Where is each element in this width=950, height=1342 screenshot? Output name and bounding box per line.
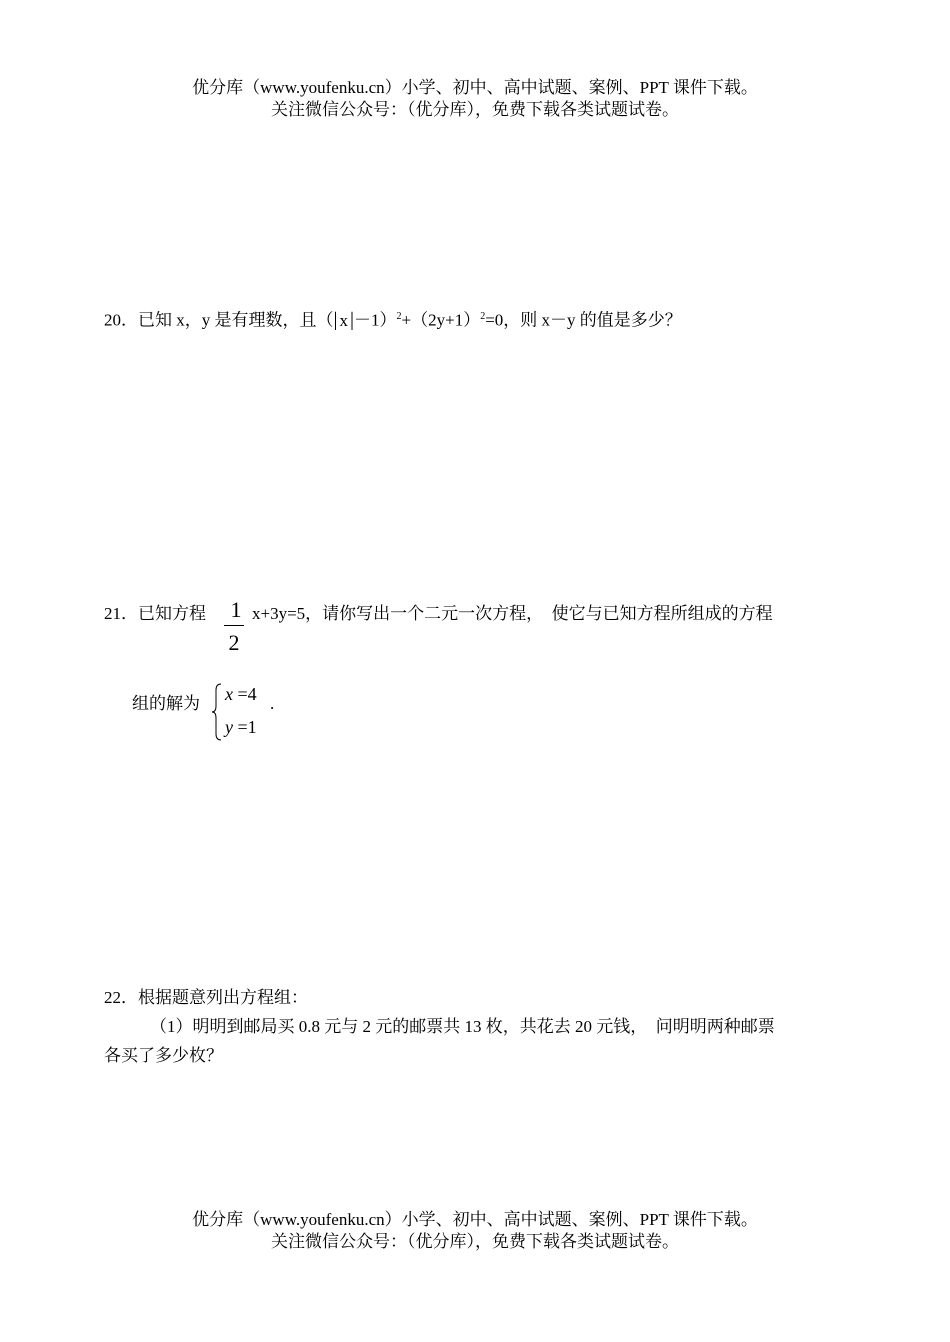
- question-20: [104, 305, 682, 333]
- exponent: 2: [396, 311, 402, 322]
- header-line-1: 优分库（www.youfenku.cn）小学、初中、高中试题、案例、PPT 课件下载。: [192, 78, 758, 97]
- question-text: 已知 x，y 是有理数，且（: [138, 310, 334, 330]
- question-title: 根据题意列出方程组：: [138, 988, 308, 1007]
- question-21-line-1: [104, 602, 206, 626]
- brace-icon: [211, 682, 223, 742]
- question-22: [104, 986, 308, 1010]
- question-22-part-1-line-1: （1）明明到邮局买 0.8 元与 2 元的邮票共 13 枚，共花去 20 元钱， 问明明两种邮票: [150, 1017, 775, 1036]
- variable-x: x: [225, 684, 233, 704]
- fraction-bar: [224, 625, 244, 626]
- abs-variable: x: [339, 310, 349, 330]
- abs-bar-left: |: [333, 308, 338, 331]
- system-equation-2: [225, 717, 257, 738]
- question-number: 22．: [104, 988, 138, 1007]
- fraction-denominator: 2: [228, 630, 240, 655]
- footer-line-1: 优分库（www.youfenku.cn）小学、初中、高中试题、案例、PPT 课件下载。: [192, 1210, 758, 1229]
- question-number: 21．: [104, 604, 138, 623]
- abs-bar-right: |: [350, 308, 355, 331]
- footer-line-2: 关注微信公众号：（优分库），免费下载各类试题试卷。: [271, 1232, 679, 1251]
- system-equation-1: [225, 684, 257, 705]
- question-text: 已知方程: [138, 604, 206, 623]
- question-text: +（2y+1）: [401, 310, 481, 330]
- question-21-equation-text: x+3y=5，请你写出一个二元一次方程， 使它与已知方程所组成的方程: [252, 604, 773, 623]
- exponent: 2: [480, 311, 486, 322]
- question-22-part-1-line-2: 各买了多少枚？: [104, 1046, 223, 1065]
- equation-rhs: =4: [237, 684, 257, 704]
- question-text: =0，则 x－y 的值是多少？: [485, 310, 682, 330]
- fraction-numerator: 1: [230, 597, 242, 622]
- question-text: －1）: [354, 310, 397, 330]
- equation-rhs: =1: [237, 717, 257, 737]
- question-number: 20．: [104, 310, 138, 330]
- question-21-line-2: 组的解为: [132, 694, 200, 713]
- variable-y: y: [225, 717, 233, 737]
- period: .: [270, 694, 275, 713]
- header-line-2: 关注微信公众号：（优分库），免费下载各类试题试卷。: [271, 100, 679, 119]
